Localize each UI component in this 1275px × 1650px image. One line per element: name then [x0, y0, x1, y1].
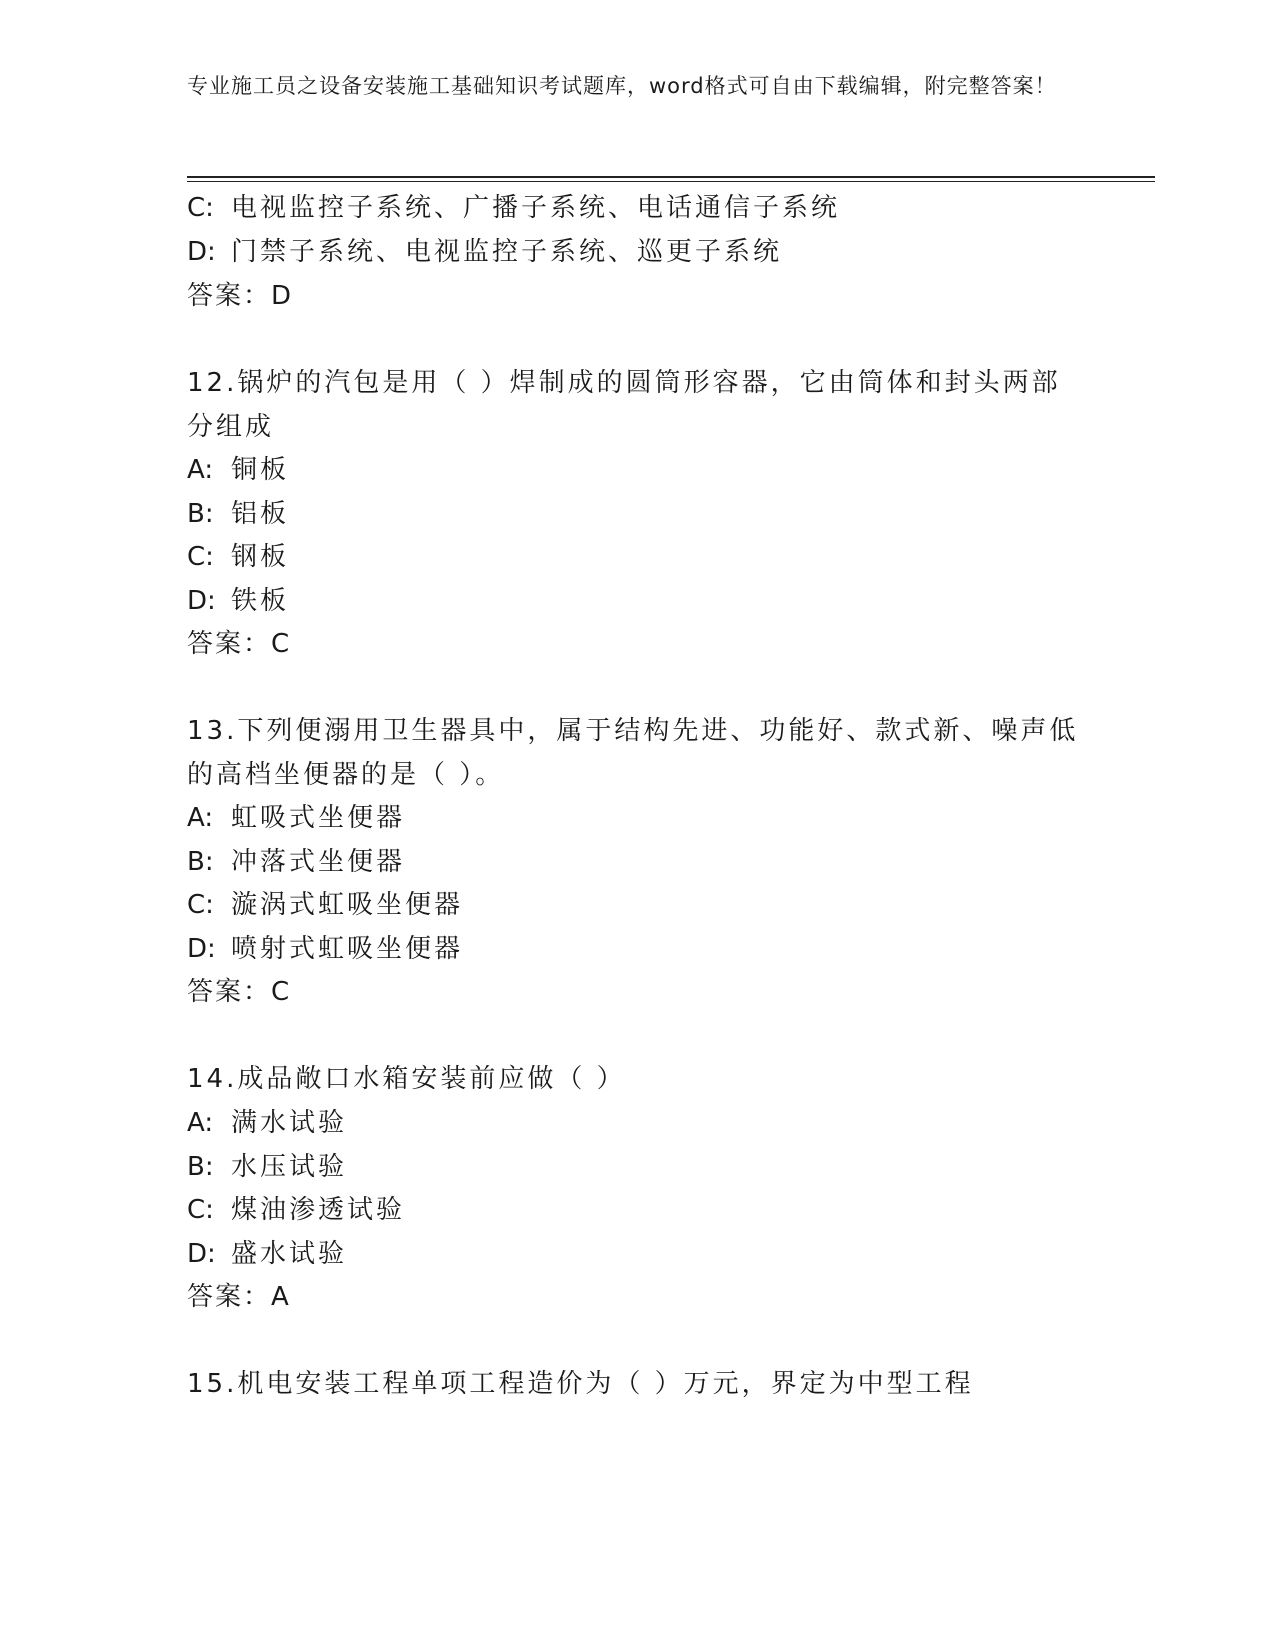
q12-option-c	[187, 540, 289, 574]
option-letter: B:	[187, 499, 214, 529]
q12-option-b	[187, 497, 289, 531]
option-text: 电视监控子系统、广播子系统、电话通信子系统	[231, 193, 841, 223]
q14-stem-line1: 14.成品敞口水箱安装前应做（ ）	[187, 1064, 626, 1094]
q14-option-c	[187, 1193, 405, 1227]
option-text: 水压试验	[231, 1152, 348, 1182]
q15-stem-line1: 15.机电安装工程单项工程造价为（ ）万元，界定为中型工程	[187, 1369, 974, 1399]
option-letter: B:	[187, 847, 214, 877]
q14-option-d	[187, 1237, 347, 1271]
q13-stem-line1: 13.下列便溺用卫生器具中，属于结构先进、功能好、款式新、噪声低	[187, 716, 1079, 746]
option-text: 漩涡式虹吸坐便器	[231, 890, 464, 920]
q12-stem-line1: 12.锅炉的汽包是用（ ）焊制成的圆筒形容器，它由筒体和封头两部	[187, 368, 1061, 398]
option-text: 钢板	[231, 542, 290, 572]
option-text: 冲落式坐便器	[231, 847, 406, 877]
option-letter: B:	[187, 1152, 214, 1182]
q13-answer: 答案：C	[187, 977, 292, 1007]
option-letter: A:	[187, 1108, 214, 1138]
document-header	[187, 70, 1067, 102]
option-letter: C:	[187, 193, 214, 223]
q12-option-d	[187, 584, 289, 618]
option-text: 铜板	[231, 455, 290, 485]
q12-answer: 答案：C	[187, 629, 292, 659]
q11-option-c	[187, 191, 840, 225]
q14-option-b	[187, 1150, 347, 1184]
q12-stem-line2: 分组成	[187, 412, 275, 442]
q13-stem-line2: 的高档坐便器的是（ ）。	[187, 760, 505, 790]
option-text: 盛水试验	[231, 1239, 348, 1269]
option-text: 虹吸式坐便器	[231, 803, 406, 833]
option-text: 煤油渗透试验	[231, 1195, 406, 1225]
option-text: 门禁子系统、电视监控子系统、巡更子系统	[231, 237, 783, 267]
option-letter: C:	[187, 542, 214, 572]
q11-option-d	[187, 235, 782, 269]
q13-option-c	[187, 888, 463, 922]
option-letter: A:	[187, 455, 214, 485]
option-text: 铁板	[231, 586, 290, 616]
option-letter: C:	[187, 1195, 214, 1225]
option-letter: A:	[187, 803, 214, 833]
q13-option-d	[187, 932, 463, 966]
q14-option-a	[187, 1106, 347, 1140]
option-letter: D:	[187, 934, 216, 964]
option-letter: D:	[187, 237, 216, 267]
option-text: 满水试验	[231, 1108, 348, 1138]
q12-option-a	[187, 453, 289, 487]
q11-answer: 答案：D	[187, 281, 294, 311]
header-divider-thin	[187, 181, 1155, 182]
header-intro-text: 专业施工员之设备安装施工基础知识考试题库，word格式可自由下载编辑，附完整答案！	[187, 74, 1057, 98]
option-letter: D:	[187, 586, 216, 616]
option-text: 喷射式虹吸坐便器	[231, 934, 464, 964]
q13-option-b	[187, 845, 405, 879]
q14-answer: 答案：A	[187, 1282, 291, 1312]
header-divider-thick	[187, 176, 1155, 178]
option-letter: C:	[187, 890, 214, 920]
option-text: 铝板	[231, 499, 290, 529]
q13-option-a	[187, 801, 405, 835]
option-letter: D:	[187, 1239, 216, 1269]
